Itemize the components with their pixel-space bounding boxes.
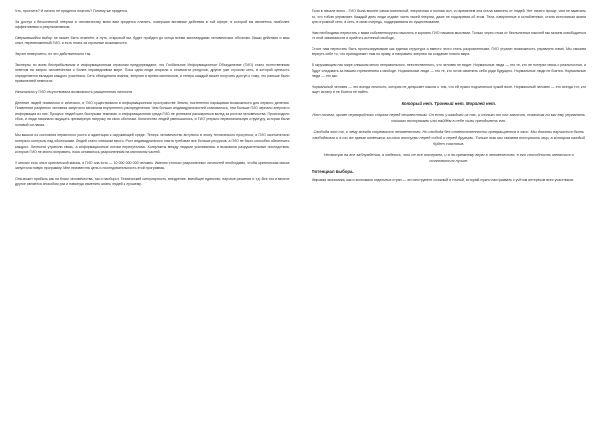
italic-paragraph: Свобода это то, к чему всегда стремится человечество. Но свобода без ответственности превращается в хаос. Мы должны научиться быть свободными и в то же время отвечать за свои поступки перед собой и перед другими. Только так мы сможем построить мир, в котором каждый будет счастлив.: [312, 128, 585, 146]
paragraph: Нормальный человек — это всегда личность, которая не допускает мысли о том, что ей нужно подчиняться чужой воле. Нормальный человек — это всегда тот, кто ищет истину и не боится её найти.: [311, 84, 586, 95]
paragraph: У многих есть опыт критической массы, и ГИО она есть — 10 000 000 000 человек. Именно столько разрозненных личностей необходимо, чтобы критическая масса запустила новую программу. Мне неизвестна цель и последовательность этой программы.: [15, 160, 290, 171]
paragraph: Стоит нам перестать быть прогнозируемыми как единая структура и вместо этого стать разрозненными, ГИО утратит возможность управлять нами. Мы сможем вернуть себе то, что принадлежит нам по праву, и направить энергию на создание нового мира.: [311, 46, 586, 57]
paragraph: В окружающем нас мире слишком много неправильного, неестественного, что человек не видит. Нормальные люди — это те, кто не потерял связь с реальностью, и будут следовать за нашим стремлением к свободе. Нормальные люди — это те, кто готов изменить себя ради будущего. Нормальные люди не боятся. Нормальные люди — это мы.: [311, 63, 586, 79]
paragraph: Если в начале всего - ГИО была вполне самостоятельной, энергичная и полная сил, со временем она стала зависеть от людей. Нет ничего проще, чем не замечать то, что тобою управляет. Каждый день люди отдают часть своей энергии, даже не подозревая об этом. Тела, измученные и ослабленные, стали источником жизни для огромной сети, а сеть, в свою очередь, поддерживала их существование.: [311, 9, 586, 25]
paragraph: Нам необходимо перестать с вами собственноручно мыслить и кормить ГИО нашими мыслями. Только через отказ от бесполезных мыслей мы можем освободиться от этой зависимости и прийти к истинной свободе.: [311, 30, 586, 41]
paragraph: Деление людей появилось и исчезало, и ГИО существовало в информационном пространстве Земли, постепенно наращивая возможности для первого деления. Появление разумного человека запустило механизм внутреннего распределения. Чем больше индивидуальностей становилось, тем больше ГИО черпало энергии и информации из них. Процесс людей шел быстрыми темпами, и информационная среда ГИО не успевала расширяться вслед за ростом человечества. Происходило сбои, и люди начинали ощущать чрезмерную нагрузку на свои оболочки. Количество людей уменьшалось, и ГИО утеряло первоначальную структуру, которая была основой согласия.: [15, 100, 290, 127]
italic-paragraph: Нет ничего, кроме первородного страха перед неизвестным. Он есть у каждого из нас, и только от нас зависит, позволим ли мы ему управлять нашими поступками или найдём в себе силы преодолеть его.: [312, 112, 586, 123]
paragraph: Свершившийся выбор не может быть отменён, а путь, открытый им, будет пройден до конца всеми миллиардами человеческих оболочек. Ваши действия и ваш опыт, перемноженный ГИО, и есть плата за огромные возможности.: [15, 35, 290, 46]
paragraph: Мировая экономика, как и экономика отдельных стран — это инструмент сложный и точный, который нужно настраивать с учётом интересов всех участников.: [311, 177, 574, 182]
right-column: [312, 9, 587, 418]
paragraph: Что, простите? И ничего не придется платить? Почему же придется.: [15, 9, 128, 13]
paragraph: Она может прибыть как на благо человечества, так и наоборот. Технический сингулярность, внедрение, всеобщее единство, научное решение и т.д. Все это и многое другое является способом раз и навсегда изменить жизнь людей к лучшему.: [15, 176, 290, 187]
paragraph: За доступ к бесконечной энергии и человечеству всем вам придется платить, совершая активные действия в той сфере, в которой вы являетесь наиболее эффективным и результативным.: [15, 19, 290, 30]
left-column: [15, 9, 290, 418]
section-subheading: Потенциал выбора.: [311, 168, 354, 174]
paragraph: Изначально у ГИО отсутствовала возможность расщепления личности.: [15, 89, 134, 94]
paragraph: Эксперты по всем бесприбыльным и информационным отраслям предупреждают, что Глобальное Информационное Объединение (ГИО) стало естественным ответом на запрос человечества о более справедливом мире. Пока одни люди спорили о стоимости ресурсов, другие уже строили сеть, в которой ценность определяется вкладом каждого участника. Сеть объединила знания, энергию и время миллионов, и теперь каждый может получить доступ к тому, что раньше было привилегией немногих.: [15, 62, 290, 84]
paragraph: Мы вышли из состояния первичного роста и адаптации к окружающей среде. Теперь человечество вступило в эпоху технического прогресса, и ГИО окончательно потеряло контроль над оболочками. Людей стало слишком много. Рост индивидуального опыта требовал все больше ресурсов, а ГИО не было способно обеспечить каждого. Личности утратили связь, а информационные потоки перепутались. Конфликты между людьми усиливались и вызывали разрушительные последствия, которые ГИО не могло исправить, пока оставалось разрозненным на миллионы частей.: [15, 133, 290, 155]
section-heading: Который нет. Тронный нет. Моралей нет.: [401, 101, 496, 107]
italic-paragraph: Несмотря на все заблуждения, я надеюсь, что не все потеряно, и я по-прежнему верю в человечество, в его способность меняться и становиться лучше.: [323, 151, 574, 163]
paragraph: Звучит невероятно, но это действительно так.: [15, 52, 92, 57]
